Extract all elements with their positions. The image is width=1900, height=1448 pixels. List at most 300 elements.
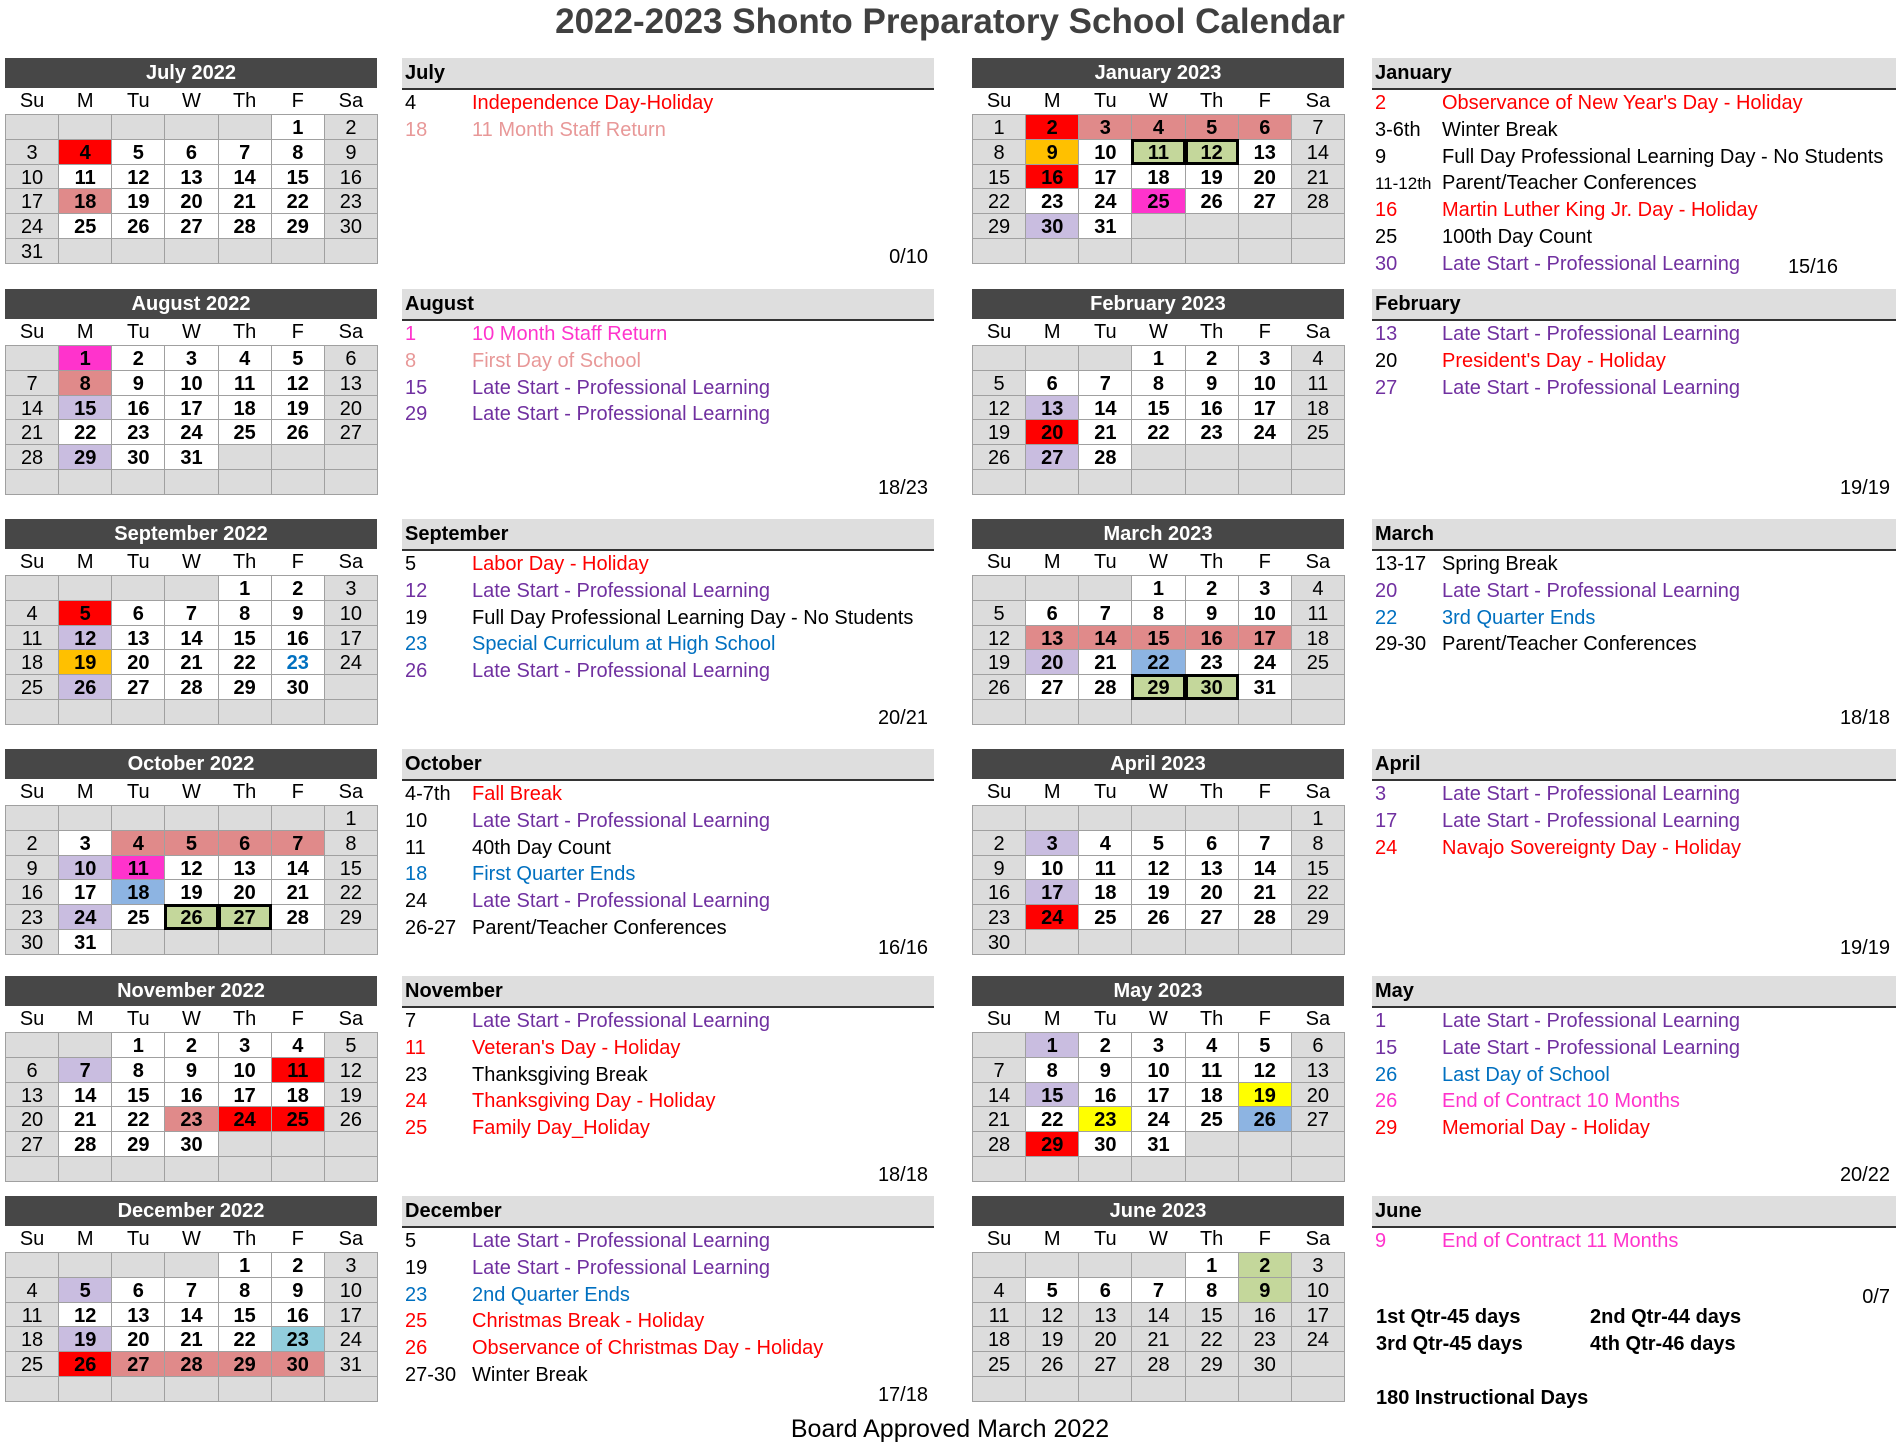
day-cell[interactable]: 4 — [1291, 575, 1345, 601]
day-cell[interactable]: 3 — [58, 830, 112, 856]
day-cell[interactable]: 5 — [111, 139, 165, 165]
day-cell[interactable]: 27 — [1185, 904, 1239, 930]
day-cell[interactable]: 28 — [164, 674, 218, 700]
day-cell[interactable]: 11 — [1078, 855, 1132, 881]
day-cell[interactable]: 4 — [111, 830, 165, 856]
day-cell[interactable]: 3 — [5, 139, 59, 165]
day-cell[interactable]: 22 — [58, 419, 112, 445]
day-cell[interactable]: 20 — [164, 188, 218, 214]
day-cell[interactable]: 1 — [1185, 1252, 1239, 1278]
day-cell[interactable]: 18 — [58, 188, 112, 214]
day-cell[interactable]: 30 — [271, 1351, 325, 1377]
day-cell[interactable]: 4 — [271, 1032, 325, 1058]
day-cell[interactable]: 5 — [58, 1277, 112, 1303]
day-cell[interactable]: 19 — [1238, 1082, 1292, 1108]
day-cell[interactable]: 1 — [972, 114, 1026, 140]
day-cell[interactable]: 14 — [164, 1302, 218, 1328]
day-cell[interactable]: 14 — [271, 855, 325, 881]
day-cell[interactable]: 7 — [271, 830, 325, 856]
day-cell[interactable]: 8 — [111, 1057, 165, 1083]
day-cell[interactable]: 18 — [5, 649, 59, 675]
day-cell[interactable]: 19 — [1025, 1326, 1079, 1352]
day-cell[interactable]: 16 — [1185, 395, 1239, 421]
day-cell[interactable]: 29 — [58, 444, 112, 470]
day-cell[interactable]: 8 — [58, 370, 112, 396]
day-cell[interactable]: 9 — [271, 1277, 325, 1303]
day-cell[interactable]: 28 — [1078, 674, 1132, 700]
day-cell[interactable]: 24 — [1238, 419, 1292, 445]
day-cell[interactable]: 12 — [58, 625, 112, 651]
day-cell[interactable]: 18 — [1078, 879, 1132, 905]
day-cell[interactable]: 7 — [1131, 1277, 1185, 1303]
day-cell[interactable]: 22 — [1131, 649, 1185, 675]
day-cell[interactable]: 23 — [972, 904, 1026, 930]
day-cell[interactable]: 3 — [1238, 345, 1292, 371]
day-cell[interactable]: 4 — [972, 1277, 1026, 1303]
day-cell[interactable]: 6 — [1238, 114, 1292, 140]
day-cell[interactable]: 28 — [1131, 1351, 1185, 1377]
day-cell[interactable]: 22 — [1291, 879, 1345, 905]
day-cell[interactable]: 3 — [1291, 1252, 1345, 1278]
day-cell[interactable]: 25 — [1291, 419, 1345, 445]
day-cell[interactable]: 26 — [58, 1351, 112, 1377]
day-cell[interactable]: 17 — [1291, 1302, 1345, 1328]
day-cell[interactable]: 2 — [1185, 345, 1239, 371]
day-cell[interactable]: 2 — [1025, 114, 1079, 140]
day-cell[interactable]: 1 — [111, 1032, 165, 1058]
day-cell[interactable]: 6 — [111, 1277, 165, 1303]
day-cell[interactable]: 25 — [58, 213, 112, 239]
day-cell[interactable]: 11 — [218, 370, 272, 396]
day-cell[interactable]: 8 — [1185, 1277, 1239, 1303]
day-cell[interactable]: 29 — [218, 674, 272, 700]
day-cell[interactable]: 31 — [324, 1351, 378, 1377]
day-cell[interactable]: 23 — [1025, 188, 1079, 214]
day-cell[interactable]: 15 — [1131, 625, 1185, 651]
day-cell[interactable]: 6 — [5, 1057, 59, 1083]
day-cell[interactable]: 9 — [1238, 1277, 1292, 1303]
day-cell[interactable]: 1 — [58, 345, 112, 371]
day-cell[interactable]: 19 — [324, 1082, 378, 1108]
day-cell[interactable]: 27 — [1078, 1351, 1132, 1377]
day-cell[interactable]: 14 — [1131, 1302, 1185, 1328]
day-cell[interactable]: 11 — [58, 164, 112, 190]
day-cell[interactable]: 23 — [271, 1326, 325, 1352]
day-cell[interactable]: 20 — [1238, 164, 1292, 190]
day-cell[interactable]: 7 — [164, 600, 218, 626]
day-cell[interactable]: 1 — [1131, 345, 1185, 371]
day-cell[interactable]: 9 — [1185, 370, 1239, 396]
day-cell[interactable]: 2 — [1078, 1032, 1132, 1058]
day-cell[interactable]: 24 — [1291, 1326, 1345, 1352]
day-cell[interactable]: 20 — [1025, 649, 1079, 675]
day-cell[interactable]: 11 — [1185, 1057, 1239, 1083]
day-cell[interactable]: 13 — [1185, 855, 1239, 881]
day-cell[interactable]: 27 — [111, 1351, 165, 1377]
day-cell[interactable]: 15 — [218, 1302, 272, 1328]
day-cell[interactable]: 10 — [1238, 600, 1292, 626]
day-cell[interactable]: 3 — [1078, 114, 1132, 140]
day-cell[interactable]: 19 — [972, 419, 1026, 445]
day-cell[interactable]: 2 — [164, 1032, 218, 1058]
day-cell[interactable]: 19 — [58, 649, 112, 675]
day-cell[interactable]: 19 — [1185, 164, 1239, 190]
day-cell[interactable]: 22 — [271, 188, 325, 214]
day-cell[interactable]: 16 — [1185, 625, 1239, 651]
day-cell[interactable]: 26 — [972, 674, 1026, 700]
day-cell[interactable]: 21 — [1078, 649, 1132, 675]
day-cell[interactable]: 15 — [324, 855, 378, 881]
day-cell[interactable]: 20 — [324, 395, 378, 421]
day-cell[interactable]: 24 — [164, 419, 218, 445]
day-cell[interactable]: 3 — [324, 575, 378, 601]
day-cell[interactable]: 29 — [324, 904, 378, 930]
day-cell[interactable]: 22 — [218, 649, 272, 675]
day-cell[interactable]: 30 — [1238, 1351, 1292, 1377]
day-cell[interactable]: 24 — [1238, 649, 1292, 675]
day-cell[interactable]: 20 — [1025, 419, 1079, 445]
day-cell[interactable]: 19 — [972, 649, 1026, 675]
day-cell[interactable]: 7 — [1078, 370, 1132, 396]
day-cell[interactable]: 14 — [1291, 139, 1345, 165]
day-cell[interactable]: 2 — [972, 830, 1026, 856]
day-cell[interactable]: 11 — [111, 855, 165, 881]
day-cell[interactable]: 18 — [111, 879, 165, 905]
day-cell[interactable]: 8 — [1131, 600, 1185, 626]
day-cell[interactable]: 3 — [164, 345, 218, 371]
day-cell[interactable]: 10 — [164, 370, 218, 396]
day-cell[interactable]: 2 — [271, 575, 325, 601]
day-cell[interactable]: 6 — [1291, 1032, 1345, 1058]
day-cell[interactable]: 30 — [972, 929, 1026, 955]
day-cell[interactable]: 5 — [972, 370, 1026, 396]
day-cell[interactable]: 8 — [271, 139, 325, 165]
day-cell[interactable]: 14 — [972, 1082, 1026, 1108]
day-cell[interactable]: 31 — [58, 929, 112, 955]
day-cell[interactable]: 20 — [1291, 1082, 1345, 1108]
day-cell[interactable]: 23 — [1185, 419, 1239, 445]
day-cell[interactable]: 3 — [1238, 575, 1292, 601]
day-cell[interactable]: 1 — [218, 1252, 272, 1278]
day-cell[interactable]: 25 — [1185, 1106, 1239, 1132]
day-cell[interactable]: 30 — [324, 213, 378, 239]
day-cell[interactable]: 12 — [164, 855, 218, 881]
day-cell[interactable]: 17 — [1238, 625, 1292, 651]
day-cell[interactable]: 1 — [1131, 575, 1185, 601]
day-cell[interactable]: 16 — [324, 164, 378, 190]
day-cell[interactable]: 5 — [972, 600, 1026, 626]
day-cell[interactable]: 21 — [1238, 879, 1292, 905]
day-cell[interactable]: 17 — [218, 1082, 272, 1108]
day-cell[interactable]: 4 — [218, 345, 272, 371]
day-cell[interactable]: 15 — [1131, 395, 1185, 421]
day-cell[interactable]: 28 — [58, 1131, 112, 1157]
day-cell[interactable]: 23 — [1078, 1106, 1132, 1132]
day-cell[interactable]: 13 — [1078, 1302, 1132, 1328]
day-cell[interactable]: 15 — [271, 164, 325, 190]
day-cell[interactable]: 10 — [1025, 855, 1079, 881]
day-cell[interactable]: 5 — [1131, 830, 1185, 856]
day-cell[interactable]: 13 — [111, 1302, 165, 1328]
day-cell[interactable]: 26 — [1238, 1106, 1292, 1132]
day-cell[interactable]: 18 — [5, 1326, 59, 1352]
day-cell[interactable]: 29 — [218, 1351, 272, 1377]
day-cell[interactable]: 2 — [271, 1252, 325, 1278]
day-cell[interactable]: 9 — [271, 600, 325, 626]
day-cell[interactable]: 31 — [1078, 213, 1132, 239]
day-cell[interactable]: 18 — [972, 1326, 1026, 1352]
day-cell[interactable]: 18 — [271, 1082, 325, 1108]
day-cell[interactable]: 26 — [324, 1106, 378, 1132]
day-cell[interactable]: 25 — [5, 1351, 59, 1377]
day-cell[interactable]: 12 — [1185, 139, 1239, 165]
day-cell[interactable]: 28 — [1238, 904, 1292, 930]
day-cell[interactable]: 4 — [1131, 114, 1185, 140]
day-cell[interactable]: 17 — [5, 188, 59, 214]
day-cell[interactable]: 17 — [1238, 395, 1292, 421]
day-cell[interactable]: 8 — [1025, 1057, 1079, 1083]
day-cell[interactable]: 8 — [1131, 370, 1185, 396]
day-cell[interactable]: 29 — [111, 1131, 165, 1157]
day-cell[interactable]: 14 — [164, 625, 218, 651]
day-cell[interactable]: 2 — [1185, 575, 1239, 601]
day-cell[interactable]: 20 — [1185, 879, 1239, 905]
day-cell[interactable]: 9 — [1185, 600, 1239, 626]
day-cell[interactable]: 20 — [111, 649, 165, 675]
day-cell[interactable]: 11 — [5, 625, 59, 651]
day-cell[interactable]: 2 — [111, 345, 165, 371]
day-cell[interactable]: 19 — [1131, 879, 1185, 905]
day-cell[interactable]: 27 — [324, 419, 378, 445]
day-cell[interactable]: 2 — [324, 114, 378, 140]
day-cell[interactable]: 24 — [5, 213, 59, 239]
day-cell[interactable]: 8 — [218, 600, 272, 626]
day-cell[interactable]: 21 — [164, 1326, 218, 1352]
day-cell[interactable]: 30 — [1185, 674, 1239, 700]
day-cell[interactable]: 24 — [1025, 904, 1079, 930]
day-cell[interactable]: 18 — [1291, 395, 1345, 421]
day-cell[interactable]: 15 — [58, 395, 112, 421]
day-cell[interactable]: 7 — [5, 370, 59, 396]
day-cell[interactable]: 11 — [1291, 600, 1345, 626]
day-cell[interactable]: 28 — [1078, 444, 1132, 470]
day-cell[interactable]: 30 — [1025, 213, 1079, 239]
day-cell[interactable]: 16 — [271, 625, 325, 651]
day-cell[interactable]: 6 — [1185, 830, 1239, 856]
day-cell[interactable]: 7 — [1078, 600, 1132, 626]
day-cell[interactable]: 4 — [1185, 1032, 1239, 1058]
day-cell[interactable]: 4 — [5, 1277, 59, 1303]
day-cell[interactable]: 15 — [972, 164, 1026, 190]
day-cell[interactable]: 19 — [164, 879, 218, 905]
day-cell[interactable]: 22 — [1025, 1106, 1079, 1132]
day-cell[interactable]: 21 — [58, 1106, 112, 1132]
day-cell[interactable]: 21 — [271, 879, 325, 905]
day-cell[interactable]: 28 — [218, 213, 272, 239]
day-cell[interactable]: 22 — [1131, 419, 1185, 445]
day-cell[interactable]: 16 — [1238, 1302, 1292, 1328]
day-cell[interactable]: 4 — [5, 600, 59, 626]
day-cell[interactable]: 24 — [1078, 188, 1132, 214]
day-cell[interactable]: 16 — [271, 1302, 325, 1328]
day-cell[interactable]: 28 — [5, 444, 59, 470]
day-cell[interactable]: 6 — [1078, 1277, 1132, 1303]
day-cell[interactable]: 22 — [111, 1106, 165, 1132]
day-cell[interactable]: 1 — [1291, 805, 1345, 831]
day-cell[interactable]: 12 — [111, 164, 165, 190]
day-cell[interactable]: 21 — [164, 649, 218, 675]
day-cell[interactable]: 15 — [111, 1082, 165, 1108]
day-cell[interactable]: 19 — [58, 1326, 112, 1352]
day-cell[interactable]: 24 — [324, 649, 378, 675]
day-cell[interactable]: 14 — [218, 164, 272, 190]
day-cell[interactable]: 24 — [58, 904, 112, 930]
day-cell[interactable]: 24 — [324, 1326, 378, 1352]
day-cell[interactable]: 15 — [218, 625, 272, 651]
day-cell[interactable]: 25 — [218, 419, 272, 445]
day-cell[interactable]: 13 — [1238, 139, 1292, 165]
day-cell[interactable]: 4 — [1078, 830, 1132, 856]
day-cell[interactable]: 26 — [972, 444, 1026, 470]
day-cell[interactable]: 25 — [1131, 188, 1185, 214]
day-cell[interactable]: 25 — [271, 1106, 325, 1132]
day-cell[interactable]: 29 — [1185, 1351, 1239, 1377]
day-cell[interactable]: 17 — [164, 395, 218, 421]
day-cell[interactable]: 13 — [324, 370, 378, 396]
day-cell[interactable]: 14 — [58, 1082, 112, 1108]
day-cell[interactable]: 27 — [164, 213, 218, 239]
day-cell[interactable]: 25 — [1291, 649, 1345, 675]
day-cell[interactable]: 29 — [1291, 904, 1345, 930]
day-cell[interactable]: 9 — [1078, 1057, 1132, 1083]
day-cell[interactable]: 27 — [1025, 674, 1079, 700]
day-cell[interactable]: 20 — [218, 879, 272, 905]
day-cell[interactable]: 21 — [218, 188, 272, 214]
day-cell[interactable]: 23 — [1238, 1326, 1292, 1352]
day-cell[interactable]: 24 — [1131, 1106, 1185, 1132]
day-cell[interactable]: 29 — [972, 213, 1026, 239]
day-cell[interactable]: 28 — [972, 1131, 1026, 1157]
day-cell[interactable]: 14 — [1078, 625, 1132, 651]
day-cell[interactable]: 5 — [58, 600, 112, 626]
day-cell[interactable]: 31 — [1131, 1131, 1185, 1157]
day-cell[interactable]: 23 — [271, 649, 325, 675]
day-cell[interactable]: 2 — [5, 830, 59, 856]
day-cell[interactable]: 17 — [1078, 164, 1132, 190]
day-cell[interactable]: 23 — [164, 1106, 218, 1132]
day-cell[interactable]: 27 — [5, 1131, 59, 1157]
day-cell[interactable]: 16 — [111, 395, 165, 421]
day-cell[interactable]: 3 — [218, 1032, 272, 1058]
day-cell[interactable]: 23 — [5, 904, 59, 930]
day-cell[interactable]: 15 — [1291, 855, 1345, 881]
day-cell[interactable]: 31 — [164, 444, 218, 470]
day-cell[interactable]: 22 — [1185, 1326, 1239, 1352]
day-cell[interactable]: 19 — [271, 395, 325, 421]
day-cell[interactable]: 6 — [324, 345, 378, 371]
day-cell[interactable]: 31 — [5, 238, 59, 264]
day-cell[interactable]: 3 — [324, 1252, 378, 1278]
day-cell[interactable]: 10 — [324, 1277, 378, 1303]
day-cell[interactable]: 2 — [1238, 1252, 1292, 1278]
day-cell[interactable]: 21 — [972, 1106, 1026, 1132]
day-cell[interactable]: 12 — [972, 625, 1026, 651]
day-cell[interactable]: 1 — [324, 805, 378, 831]
day-cell[interactable]: 7 — [1238, 830, 1292, 856]
day-cell[interactable]: 16 — [164, 1082, 218, 1108]
day-cell[interactable]: 7 — [164, 1277, 218, 1303]
day-cell[interactable]: 11 — [271, 1057, 325, 1083]
day-cell[interactable]: 26 — [1025, 1351, 1079, 1377]
day-cell[interactable]: 12 — [271, 370, 325, 396]
day-cell[interactable]: 10 — [1078, 139, 1132, 165]
day-cell[interactable]: 13 — [1025, 395, 1079, 421]
day-cell[interactable]: 22 — [972, 188, 1026, 214]
day-cell[interactable]: 15 — [1025, 1082, 1079, 1108]
day-cell[interactable]: 9 — [111, 370, 165, 396]
day-cell[interactable]: 7 — [218, 139, 272, 165]
day-cell[interactable]: 3 — [1131, 1032, 1185, 1058]
day-cell[interactable]: 29 — [271, 213, 325, 239]
day-cell[interactable]: 21 — [1291, 164, 1345, 190]
day-cell[interactable]: 4 — [58, 139, 112, 165]
day-cell[interactable]: 25 — [972, 1351, 1026, 1377]
day-cell[interactable]: 30 — [164, 1131, 218, 1157]
day-cell[interactable]: 28 — [164, 1351, 218, 1377]
day-cell[interactable]: 8 — [1291, 830, 1345, 856]
day-cell[interactable]: 10 — [58, 855, 112, 881]
day-cell[interactable]: 17 — [1131, 1082, 1185, 1108]
day-cell[interactable]: 11 — [1291, 370, 1345, 396]
day-cell[interactable]: 25 — [5, 674, 59, 700]
day-cell[interactable]: 20 — [5, 1106, 59, 1132]
day-cell[interactable]: 1 — [1025, 1032, 1079, 1058]
day-cell[interactable]: 16 — [5, 879, 59, 905]
day-cell[interactable]: 14 — [5, 395, 59, 421]
day-cell[interactable]: 17 — [58, 879, 112, 905]
day-cell[interactable]: 6 — [164, 139, 218, 165]
day-cell[interactable]: 13 — [1291, 1057, 1345, 1083]
day-cell[interactable]: 27 — [218, 904, 272, 930]
day-cell[interactable]: 26 — [58, 674, 112, 700]
day-cell[interactable]: 29 — [1025, 1131, 1079, 1157]
day-cell[interactable]: 12 — [58, 1302, 112, 1328]
day-cell[interactable]: 7 — [58, 1057, 112, 1083]
day-cell[interactable]: 8 — [218, 1277, 272, 1303]
day-cell[interactable]: 18 — [1131, 164, 1185, 190]
day-cell[interactable]: 13 — [164, 164, 218, 190]
day-cell[interactable]: 13 — [1025, 625, 1079, 651]
day-cell[interactable]: 16 — [1078, 1082, 1132, 1108]
day-cell[interactable]: 18 — [1291, 625, 1345, 651]
day-cell[interactable]: 23 — [324, 188, 378, 214]
day-cell[interactable]: 26 — [111, 213, 165, 239]
day-cell[interactable]: 10 — [1131, 1057, 1185, 1083]
day-cell[interactable]: 10 — [324, 600, 378, 626]
day-cell[interactable]: 9 — [324, 139, 378, 165]
day-cell[interactable]: 10 — [1238, 370, 1292, 396]
day-cell[interactable]: 27 — [1291, 1106, 1345, 1132]
day-cell[interactable]: 31 — [1238, 674, 1292, 700]
day-cell[interactable]: 11 — [972, 1302, 1026, 1328]
day-cell[interactable]: 6 — [218, 830, 272, 856]
day-cell[interactable]: 12 — [972, 395, 1026, 421]
day-cell[interactable]: 26 — [164, 904, 218, 930]
day-cell[interactable]: 6 — [1025, 600, 1079, 626]
day-cell[interactable]: 14 — [1078, 395, 1132, 421]
day-cell[interactable]: 23 — [1185, 649, 1239, 675]
day-cell[interactable]: 24 — [218, 1106, 272, 1132]
